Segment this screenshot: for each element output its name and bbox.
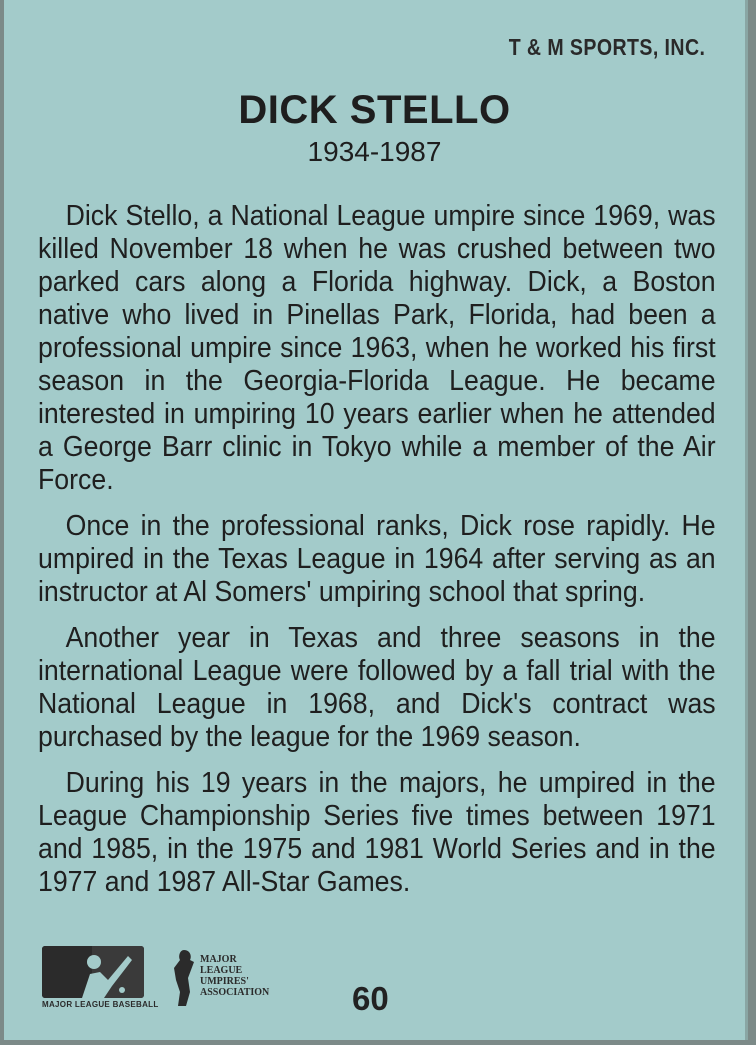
mlb-silhouette-logo-icon	[42, 946, 144, 998]
publisher-label: T & M SPORTS, INC.	[508, 34, 705, 60]
mlb-logo	[42, 946, 159, 1010]
umpire-silhouette-icon	[170, 948, 198, 1010]
bio-paragraph: Dick Stello, a National League umpire since 1969, was killed November 18 when he was crushed between two parked cars along a Florida highway. Dick, a Boston native who lived in Pinellas Park, Florida, had been a professional umpire since 1963, when he worked his first season in the Georgia-Florida League. He became interested in umpiring 10 years earlier when he attended a George Barr clinic in Tokyo while a member of the Air Force.	[38, 200, 716, 496]
baseball-card-back	[4, 0, 748, 1040]
umpires-association-logo	[170, 948, 280, 1010]
bio-paragraph: Another year in Texas and three seasons in the international League were followed by a fall trial with the National League in 1968, and Dick's contract was purchased by the league for the 1969 season.	[38, 622, 716, 753]
card-number: 60	[352, 980, 389, 1017]
bio-paragraph: During his 19 years in the majors, he umpired in the League Championship Series five times between 1971 and 1985, in the 1975 and 1981 World Series and in the 1977 and 1987 All-Star Games.	[38, 767, 716, 898]
player-name: DICK STELLO	[238, 88, 511, 132]
bio-paragraph: Once in the professional ranks, Dick rose rapidly. He umpired in the Texas League in 1964 after serving as an instructor at Al Somers' umpiring school that spring.	[38, 510, 716, 608]
life-years: 1934-1987	[307, 136, 442, 167]
umpires-logo-line: ASSOCIATION	[200, 987, 270, 998]
umpires-logo-line: UMPIRES'	[200, 976, 249, 987]
umpires-logo-line: MAJOR LEAGUE	[200, 954, 243, 976]
biography	[38, 200, 720, 912]
umpires-logo-text	[200, 954, 280, 998]
mlb-logo-caption: MAJOR LEAGUE BASEBALL	[42, 1000, 159, 1009]
